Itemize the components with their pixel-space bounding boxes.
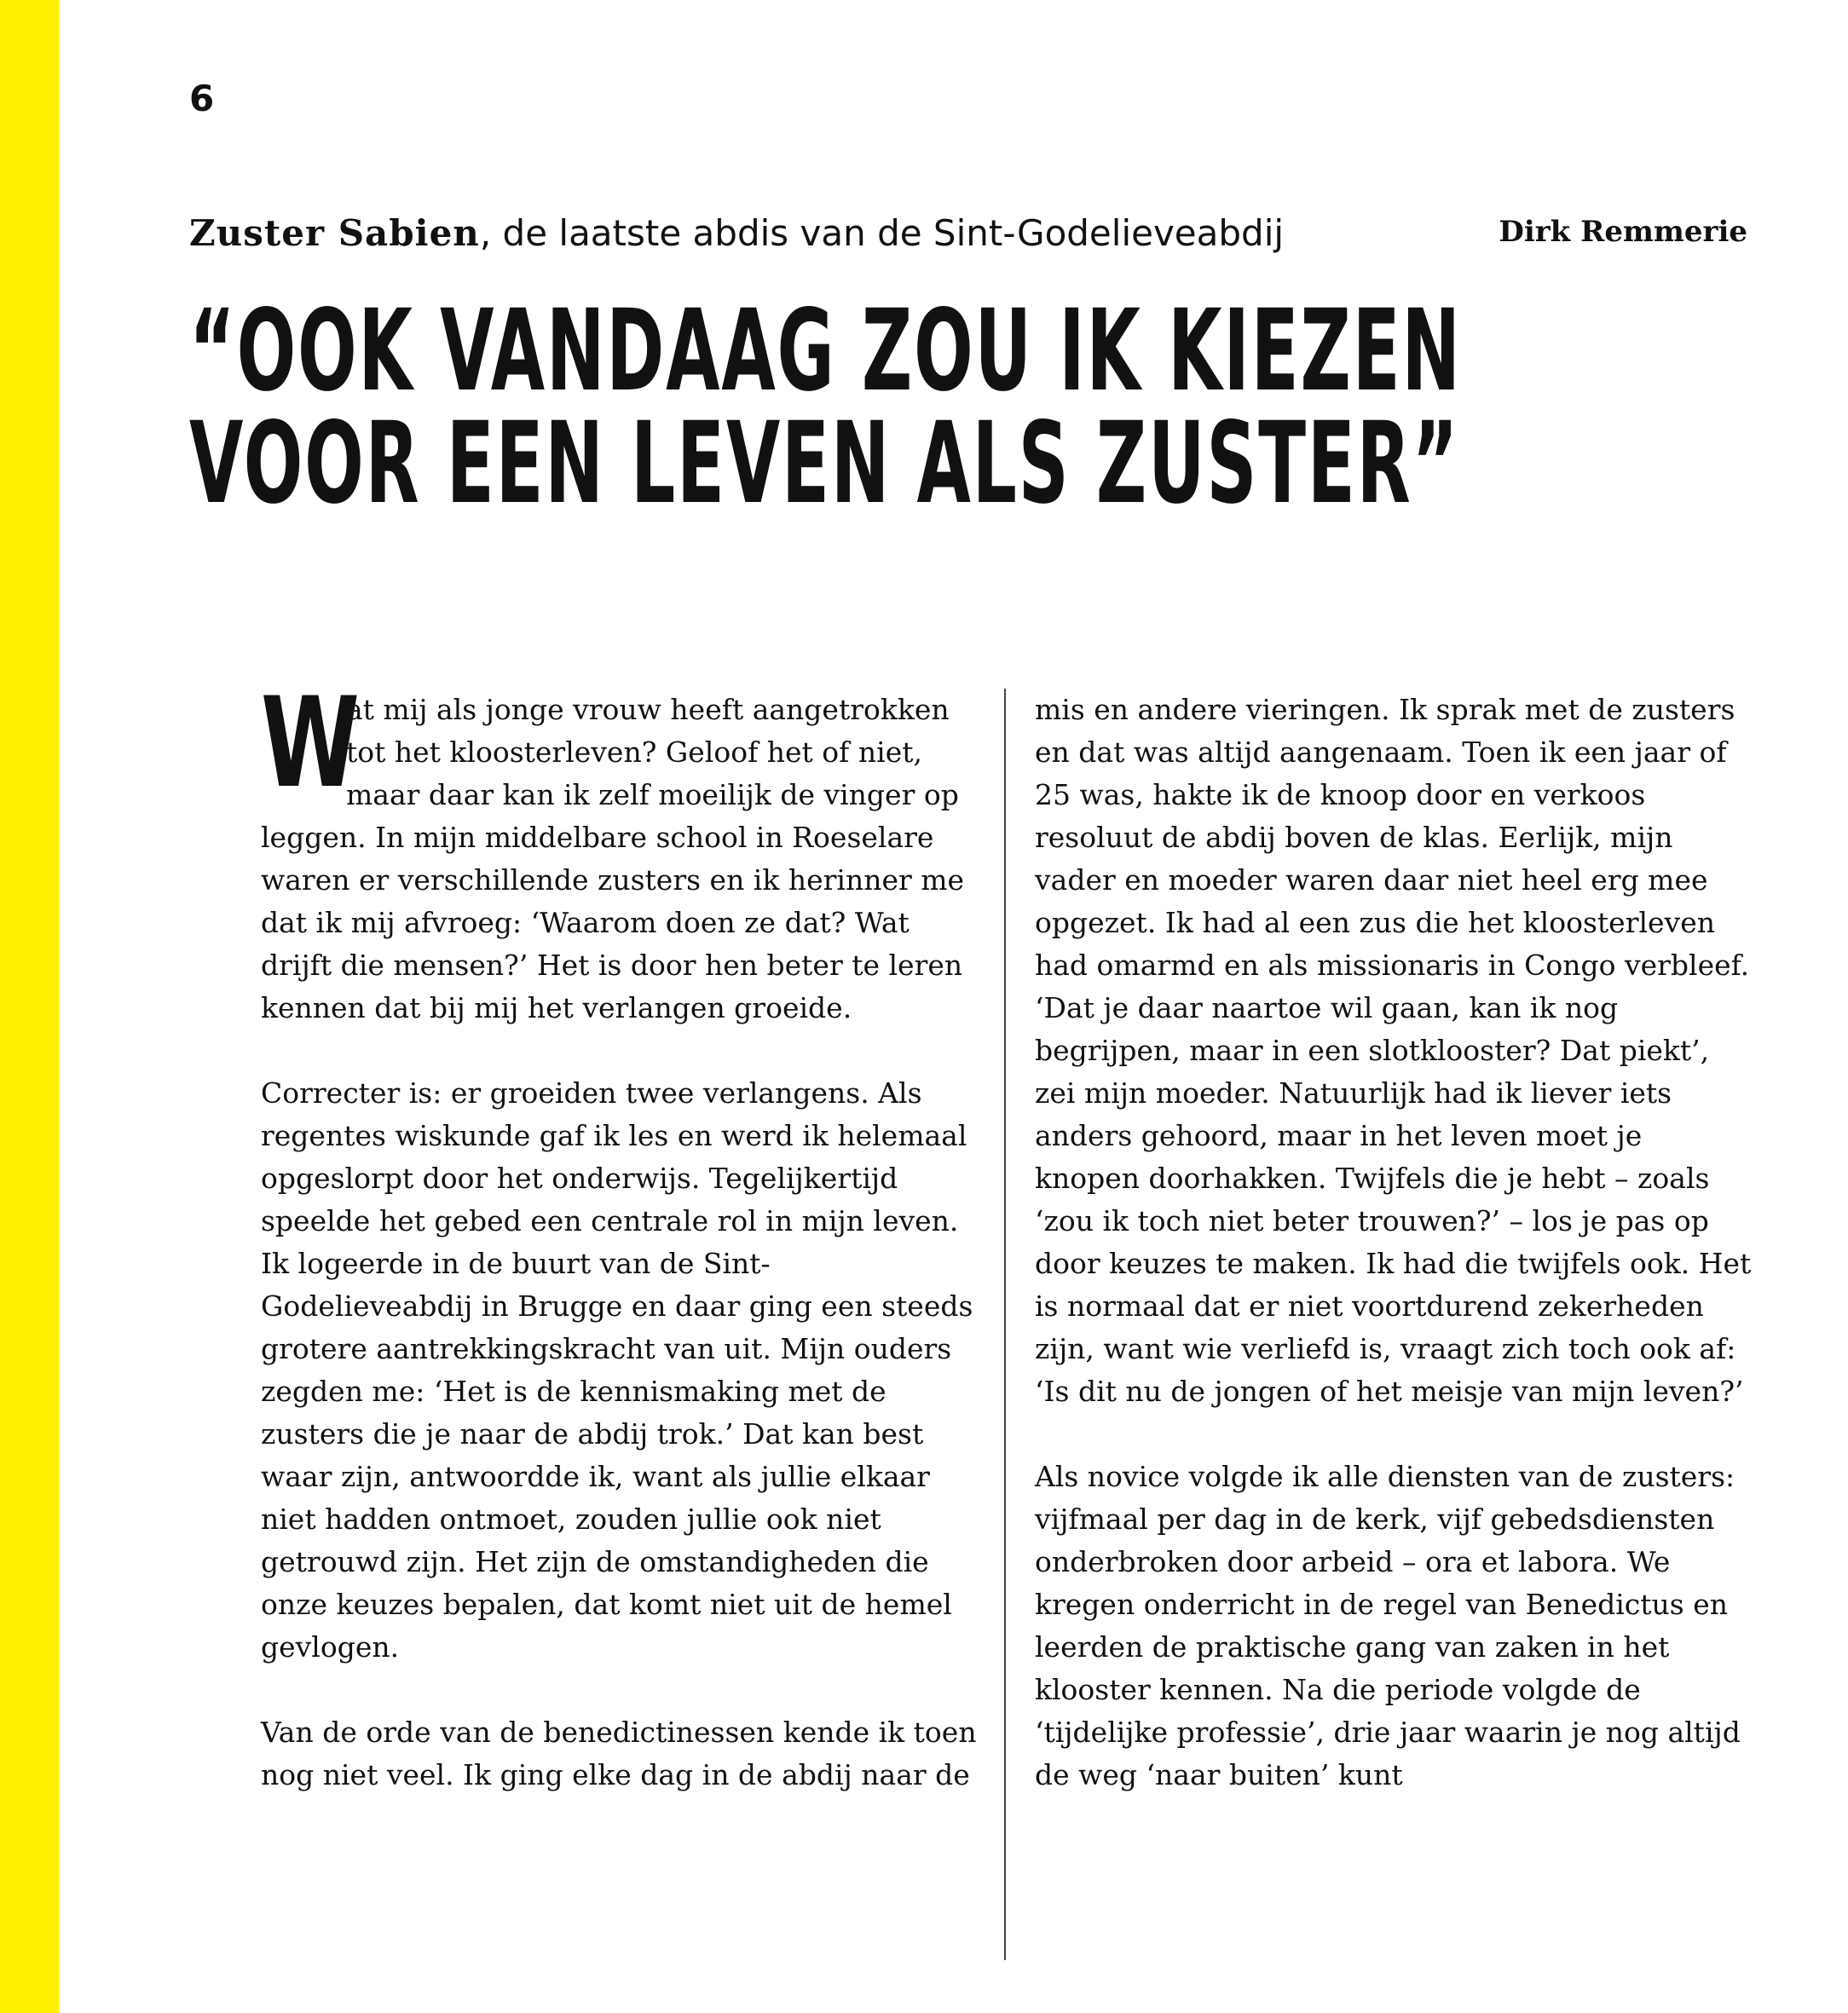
article-paragraph: Correcter is: er groeiden twee verlangens. Als regentes wiskunde gaf ik les en werd ik helemaal opgeslorpt door het onderwijs. Tegelijkertijd speelde het gebed een centrale rol in mijn leven. Ik logeerde in de buurt van de Sint-Godelieveabdij in Brugge en daar ging een steeds grotere aantrekkingskracht van uit. Mijn ouders zegden me: ‘Het is de kennismaking met de zusters die je naar de abdij trok.’ Dat kan best waar zijn, antwoordde ik, want als jullie elkaar niet hadden ontmoet, zouden jullie ook niet getrouwd zijn. Het zijn de omstandigheden die onze keuzes bepalen, dat komt niet uit de hemel gevlogen. bbox=[261, 1076, 973, 1664]
article-paragraph: Van de orde van de benedictinessen kende ik toen nog niet veel. Ik ging elke dag in de abdij naar de bbox=[261, 1716, 977, 1791]
kicker-name: Zuster Sabien bbox=[189, 212, 480, 254]
yellow-margin-bar bbox=[0, 0, 60, 2013]
author-name: Dirk Remmerie bbox=[1499, 215, 1747, 249]
article-column-left bbox=[261, 671, 977, 1839]
article-paragraph bbox=[261, 671, 977, 1030]
headline bbox=[189, 286, 1462, 529]
drop-cap: W bbox=[261, 671, 360, 816]
kicker-subtitle: , de laatste abdis van de Sint-Godelieveabdij bbox=[479, 212, 1285, 254]
article-column-right bbox=[1035, 689, 1753, 1839]
column-divider bbox=[1004, 689, 1006, 1960]
article-paragraph: Als novice volgde ik alle diensten van de zusters: vijfmaal per dag in de kerk, vijf gebedsdiensten onderbroken door arbeid – ora et labora. We kregen onderricht in de regel van Benedictus en leerden de praktische gang van zaken in het klooster kennen. Na die periode volgde de ‘tijdelijke professie’, drie jaar waarin je nog altijd de weg ‘naar buiten’ kunt bbox=[1035, 1460, 1741, 1791]
article-paragraph: mis en andere vieringen. Ik sprak met de zusters en dat was altijd aangenaam. Toen ik een jaar of 25 was, hakte ik de knoop door en verkoos resoluut de abdij boven de klas. Eerlijk, mijn vader en moeder waren daar niet heel erg mee opgezet. Ik had al een zus die het kloosterleven had omarmd en als missionaris in Congo verbleef. ‘Dat je daar naartoe wil gaan, kan ik nog begrijpen, maar in een slotklooster? Dat piekt’, zei mijn moeder. Natuurlijk had ik liever iets anders gehoord, maar in het leven moet je knopen doorhakken. Twijfels die je hebt – zoals ‘zou ik toch niet beter trouwen?’ – los je pas op door keuzes te maken. Ik had die twijfels ook. Het is normaal dat er niet voortdurend zekerheden zijn, want wie verliefd is, vraagt zich toch ook af: ‘Is dit nu de jongen of het meisje van mijn leven?’ bbox=[1035, 693, 1752, 1408]
paragraph-text: at mij als jonge vrouw heeft aangetrokken tot het kloosterleven? Geloof het of niet, maar daar kan ik zelf moeilijk de vinger op leggen. In mijn middelbare school in Roeselare waren er verschillende zusters en ik herinner me dat ik mij afvroeg: ‘Waarom doen ze dat? Wat drijft die mensen?’ Het is door hen beter te leren kennen dat bij mij het verlangen groeide. bbox=[261, 693, 965, 1024]
kicker bbox=[189, 206, 1468, 261]
headline-line: VOOR EEN LEVEN ALS ZUSTER” bbox=[189, 398, 1460, 529]
page-number: 6 bbox=[189, 78, 215, 119]
headline-line: “OOK VANDAAG ZOU IK KIEZEN bbox=[189, 286, 1462, 417]
